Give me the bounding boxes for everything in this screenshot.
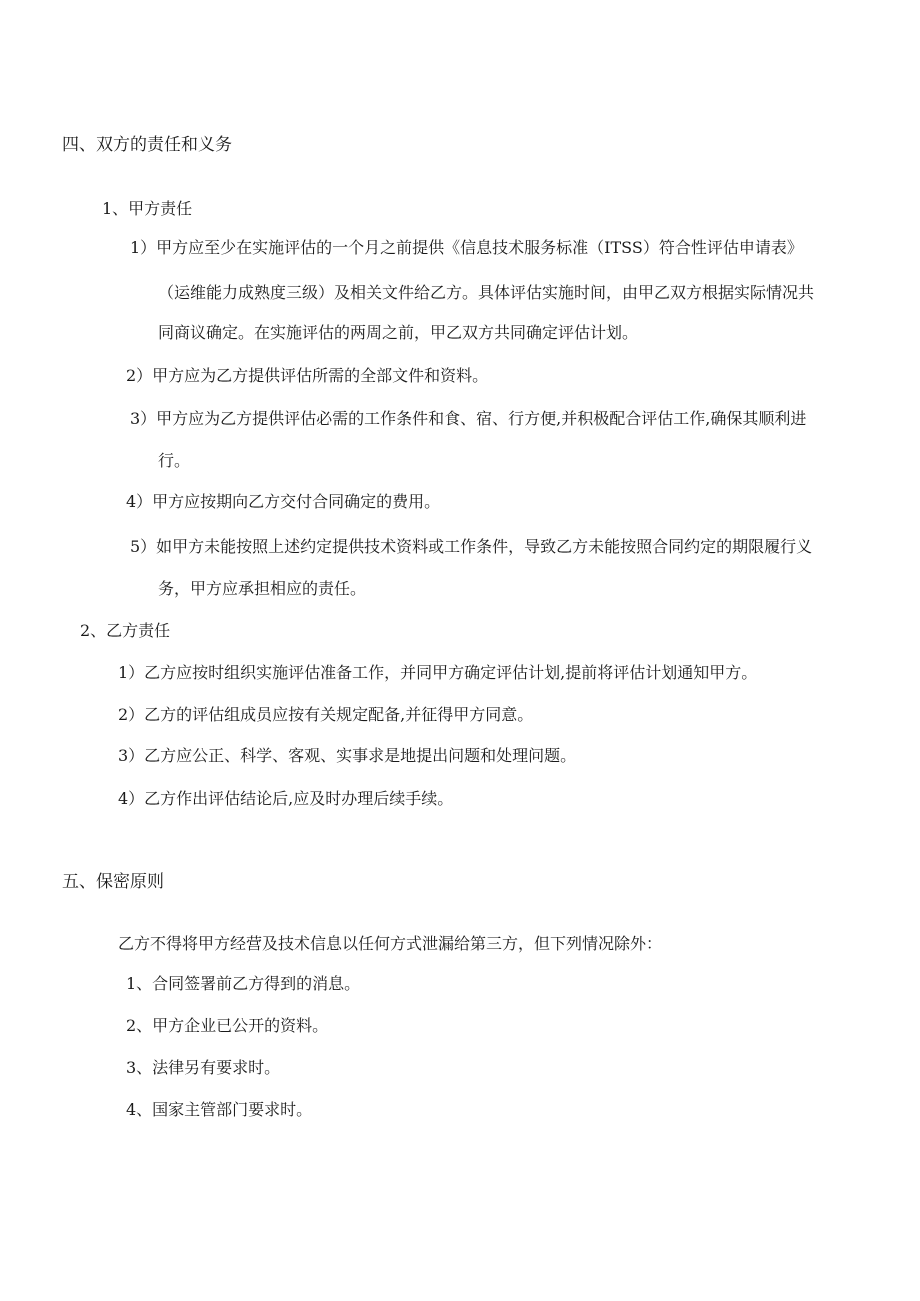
confidentiality-item-3: 3、法律另有要求时。 [126,1058,281,1077]
section-4-heading: 四、双方的责任和义务 [62,135,232,155]
party-b-item-3: 3）乙方应公正、科学、客观、实事求是地提出问题和处理问题。 [118,746,577,765]
confidentiality-item-4: 4、国家主管部门要求时。 [126,1100,313,1119]
confidentiality-item-2: 2、甲方企业已公开的资料。 [126,1016,329,1035]
party-a-item-3-line-1: 3）甲方应为乙方提供评估必需的工作条件和食、宿、行方便,并积极配合评估工作,确保其顺利进 [130,409,807,428]
party-a-item-1-line-1: 1）甲方应至少在实施评估的一个月之前提供《信息技术服务标准（ITSS）符合性评估申请表》 [130,238,803,257]
section-5-heading: 五、保密原则 [62,872,164,892]
party-a-item-5-line-2: 务，甲方应承担相应的责任。 [158,579,367,598]
party-a-item-1-line-3: 同商议确定。在实施评估的两周之前，甲乙双方共同确定评估计划。 [158,323,639,342]
confidentiality-intro: 乙方不得将甲方经营及技术信息以任何方式泄漏给第三方，但下列情况除外： [118,934,663,953]
party-a-item-4: 4）甲方应按期向乙方交付合同确定的费用。 [126,492,441,511]
party-a-item-2: 2）甲方应为乙方提供评估所需的全部文件和资料。 [126,366,489,385]
party-b-item-1: 1）乙方应按时组织实施评估准备工作，并同甲方确定评估计划,提前将评估计划通知甲方。 [118,663,758,682]
party-a-item-5-line-1: 5）如甲方未能按照上述约定提供技术资料或工作条件，导致乙方未能按照合同约定的期限履行义 [130,537,813,556]
confidentiality-item-1: 1、合同签署前乙方得到的消息。 [126,974,361,993]
party-a-item-1-line-2: （运维能力成熟度三级）及相关文件给乙方。具体评估实施时间，由甲乙双方根据实际情况共 [158,283,815,302]
party-b-heading: 2、乙方责任 [80,621,171,640]
party-b-item-2: 2）乙方的评估组成员应按有关规定配备,并征得甲方同意。 [118,705,534,724]
party-a-item-3-line-2: 行。 [158,451,191,470]
party-a-heading: 1、甲方责任 [102,199,193,218]
party-b-item-4: 4）乙方作出评估结论后,应及时办理后续手续。 [118,789,454,808]
